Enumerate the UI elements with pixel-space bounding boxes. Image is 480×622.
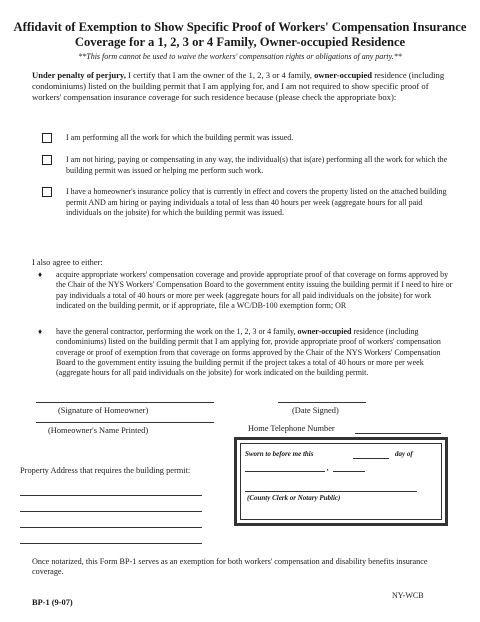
home-telephone-label: Home Telephone Number — [248, 424, 335, 433]
notary-signature-line[interactable] — [245, 491, 417, 492]
bullet2-text-b: residence (including condominiums) listed on the building permit that I am applying for, provide appropriate proof of workers' compensation coverage or proof of exemption from that coverage on forms approved by the Chair of the NYS Workers' Compensation Board to the government entity issuing the building permit if the project takes a total of 40 hours or more per week (aggregate hours for all paid individuals on the jobsite) for work indicated on the building permit. — [56, 327, 441, 378]
bullet2-bold: owner-occupied — [297, 327, 352, 336]
agree-option-text: acquire appropriate workers' compensation coverage and provide appropriate proof of that coverage on forms approved by the Chair of the NYS Workers' Compensation Board to the government entity issuing the building permit if I need to hire or pay individuals a total of 40 hours or more per week (aggregate hours for all paid individuals on the jobsite) for work indicated on the building permit, or if appropriate, file a WC/DB-100 exemption form; OR — [56, 270, 453, 310]
property-address-label: Property Address that requires the building permit: — [20, 466, 191, 475]
intro-bold-owner-occupied: owner-occupied — [314, 70, 373, 80]
notary-box — [234, 437, 448, 526]
form-subtitle: **This form cannot be used to waive the workers' compensation rights or obligations of any party.** — [78, 52, 402, 61]
date-signed-line[interactable] — [278, 402, 366, 403]
form-title-line2: Coverage for a 1, 2, 3 or 4 Family, Owner-occupied Residence — [74, 35, 406, 49]
property-address-line-3[interactable] — [20, 527, 202, 528]
property-address-line-4[interactable] — [20, 543, 202, 544]
checkbox-homeowner-policy[interactable] — [42, 187, 52, 197]
agree-option-text — [56, 327, 454, 378]
homeowner-name-line[interactable] — [36, 422, 214, 423]
notary-day-of: day of — [395, 450, 413, 458]
form-title — [0, 20, 480, 50]
notary-sworn-text: Sworn to before me this — [245, 450, 314, 458]
notary-year-line[interactable] — [333, 471, 365, 472]
form-id: BP-1 (9-07) — [32, 598, 73, 607]
agency-label: NY-WCB — [392, 591, 424, 600]
date-signed-label: (Date Signed) — [292, 406, 339, 415]
notary-day-line[interactable] — [353, 458, 389, 459]
signature-line[interactable] — [36, 402, 214, 403]
bullet2-text-a: have the general contractor, performing the work on the 1, 2, 3 or 4 family, — [56, 327, 298, 336]
intro-text-2: residence (including condominiums) listed on the building permit that I am applying for, and I am not required to show specific proof of workers' compensation insurance coverage for such residence because (please check the appropriate box): — [32, 70, 445, 102]
checkbox-label: I am not hiring, paying or compensating in any way, the individual(s) that is(are) performing all the work for which the building permit was issued or helping me perform such work. — [66, 155, 448, 175]
diamond-bullet-icon: ♦ — [38, 270, 43, 279]
notary-comma: , — [327, 464, 329, 472]
diamond-bullet-icon: ♦ — [38, 327, 43, 336]
property-address-line-2[interactable] — [20, 511, 202, 512]
agree-heading: I also agree to either: — [32, 258, 103, 267]
signature-label: (Signature of Homeowner) — [58, 406, 149, 415]
intro-text-1: I certify that I am the owner of the 1, 2, 3 or 4 family, — [125, 70, 315, 80]
intro-lead: Under penalty of perjury, — [32, 70, 126, 80]
intro-paragraph — [32, 70, 452, 103]
checkbox-performing-work[interactable] — [42, 133, 52, 143]
form-title-line1: Affidavit of Exemption to Show Specific Proof of Workers' Compensation Insurance — [13, 20, 467, 34]
home-telephone-line[interactable] — [355, 433, 441, 434]
notary-month-line[interactable] — [245, 471, 325, 472]
homeowner-name-label: (Homeowner's Name Printed) — [48, 426, 149, 435]
checkbox-label: I have a homeowner's insurance policy that is currently in effect and covers the property listed on the attached building permit AND am hiring or paying individuals a total of less than 40 hours per week (aggregate hours for all paid individuals on the jobsite) for which the building permit was issued. — [66, 187, 447, 217]
property-address-line-1[interactable] — [20, 495, 202, 496]
footer-note: Once notarized, this Form BP-1 serves as an exemption for both workers' compensation and disability benefits insurance coverage. — [32, 557, 428, 576]
notary-clerk-label: (County Clerk or Notary Public) — [247, 494, 341, 502]
checkbox-not-hiring[interactable] — [42, 155, 52, 165]
checkbox-label: I am performing all the work for which the building permit was issued. — [66, 133, 294, 142]
